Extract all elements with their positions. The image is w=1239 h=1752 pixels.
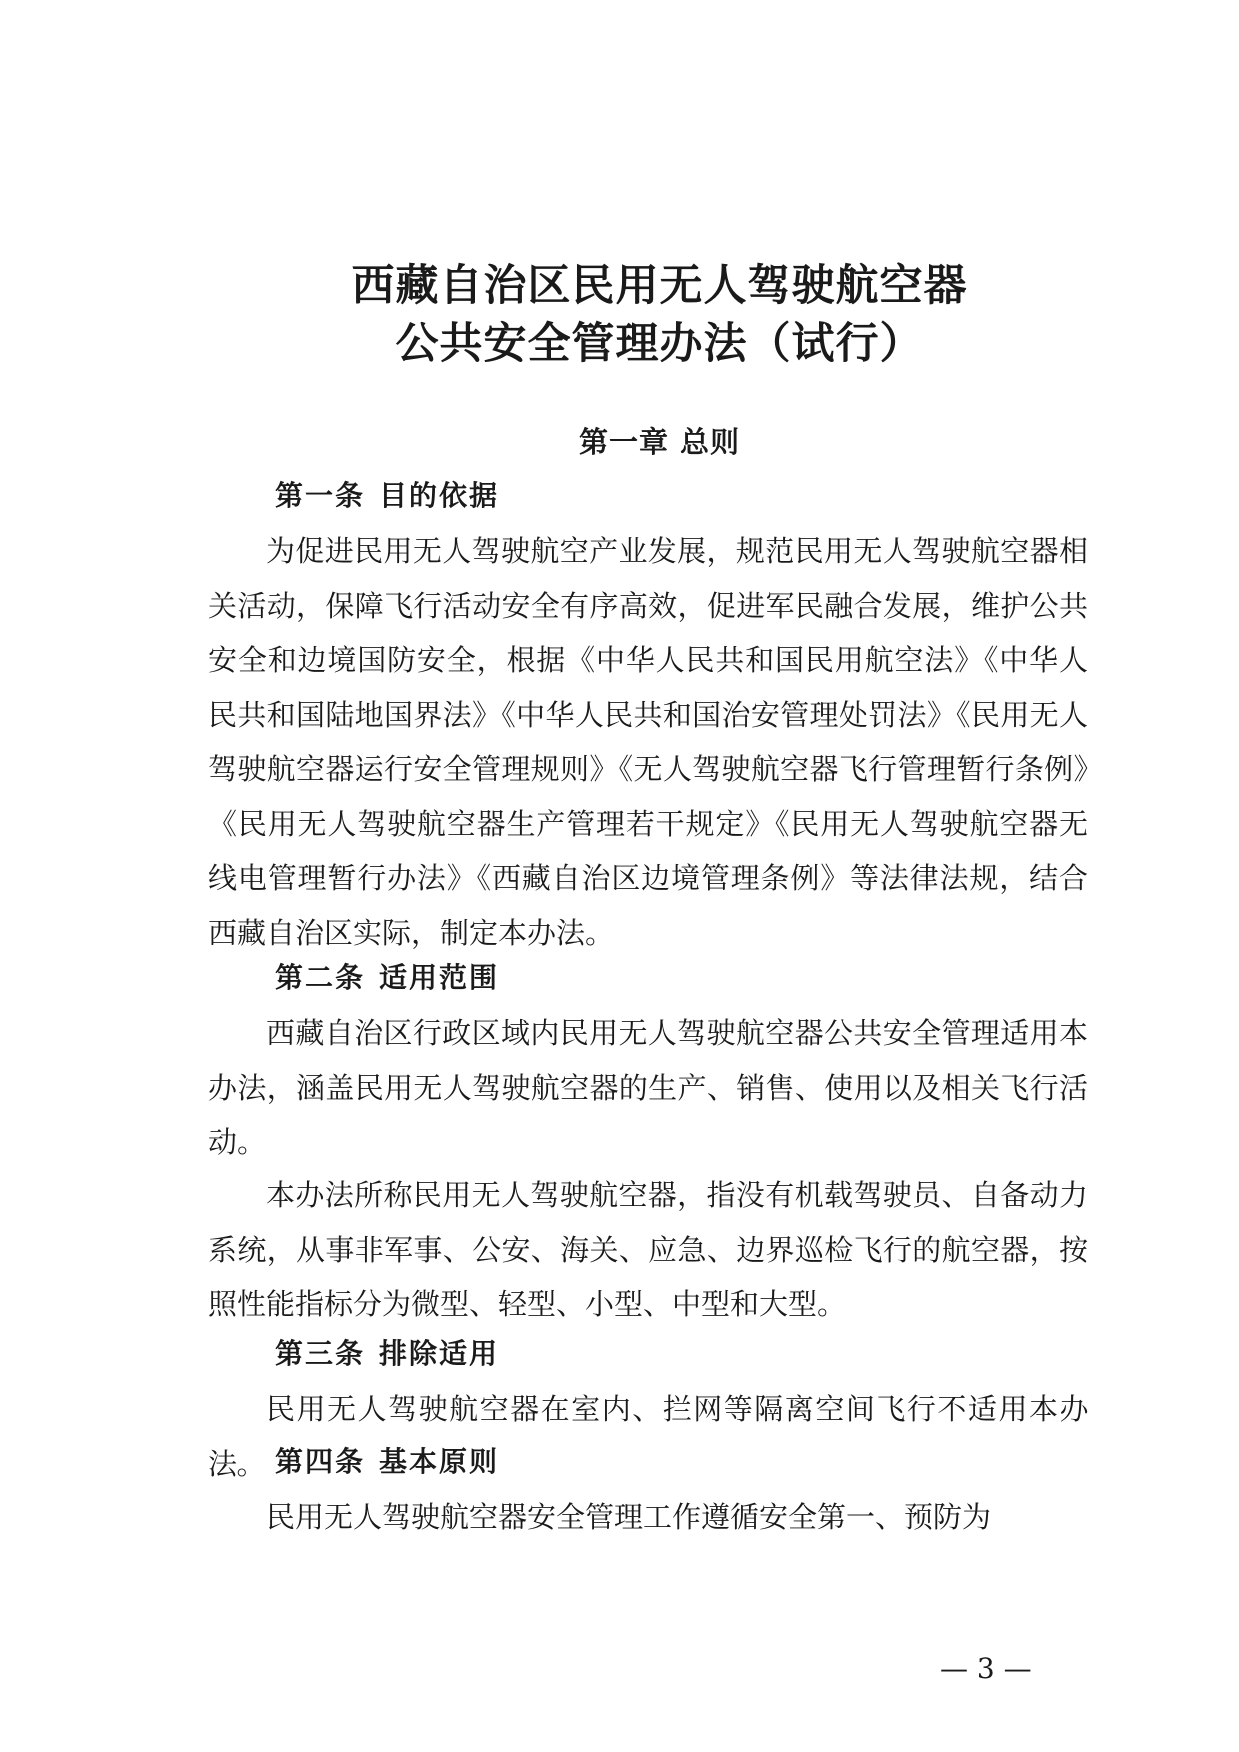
document-title-line-2: 公共安全管理办法（试行）: [395, 319, 924, 369]
chapter-heading: 第一章 总则: [578, 425, 741, 459]
article-4-heading: [275, 1440, 499, 1480]
article-2-number: 第二条: [275, 961, 366, 994]
article-3-heading: [275, 1332, 499, 1372]
article-2-paragraph-1: 西藏自治区行政区域内民用无人驾驶航空器公共安全管理适用本办法，涵盖民用无人驾驶航空器的生产、销售、使用以及相关飞行活动。: [208, 1016, 1088, 1159]
article-1-heading: [275, 474, 499, 514]
article-2-heading: [275, 956, 499, 996]
page-number: — 3 —: [940, 1652, 1032, 1685]
article-1-number: 第一条: [275, 479, 366, 512]
article-4-number: 第四条: [275, 1445, 366, 1478]
article-4-title: 基本原则: [379, 1445, 500, 1478]
document-title-line-1: 西藏自治区民用无人驾驶航空器: [351, 261, 968, 311]
article-2-paragraph-2: 本办法所称民用无人驾驶航空器，指没有机载驾驶员、自备动力系统，从事非军事、公安、海关、应急、边界巡检飞行的航空器，按照性能指标分为微型、轻型、小型、中型和大型。: [208, 1178, 1088, 1321]
article-3-paragraph-1: 民用无人驾驶航空器在室内、拦网等隔离空间飞行不适用本办法。: [208, 1392, 1088, 1481]
article-1-title: 目的依据: [379, 479, 500, 512]
article-4-paragraph-1: 民用无人驾驶航空器安全管理工作遵循安全第一、预防为: [266, 1500, 992, 1534]
article-2-title: 适用范围: [379, 961, 500, 994]
article-3-title: 排除适用: [379, 1337, 500, 1370]
article-3-number: 第三条: [275, 1337, 366, 1370]
article-1-paragraph-1: 为促进民用无人驾驶航空产业发展，规范民用无人驾驶航空器相关活动，保障飞行活动安全有序高效，促进军民融合发展，维护公共安全和边境国防安全，根据《中华人民共和国民用航空法》《中华人民共和国陆地国界法》《中华人民共和国治安管理处罚法》《民用无人驾驶航空器运行安全管理规则》《无人驾驶航空器飞行管理暂行条例》《民用无人驾驶航空器生产管理若干规定》《民用无人驾驶航空器无线电管理暂行办法》《西藏自治区边境管理条例》等法律法规，结合西藏自治区实际，制定本办法。: [208, 534, 1088, 950]
